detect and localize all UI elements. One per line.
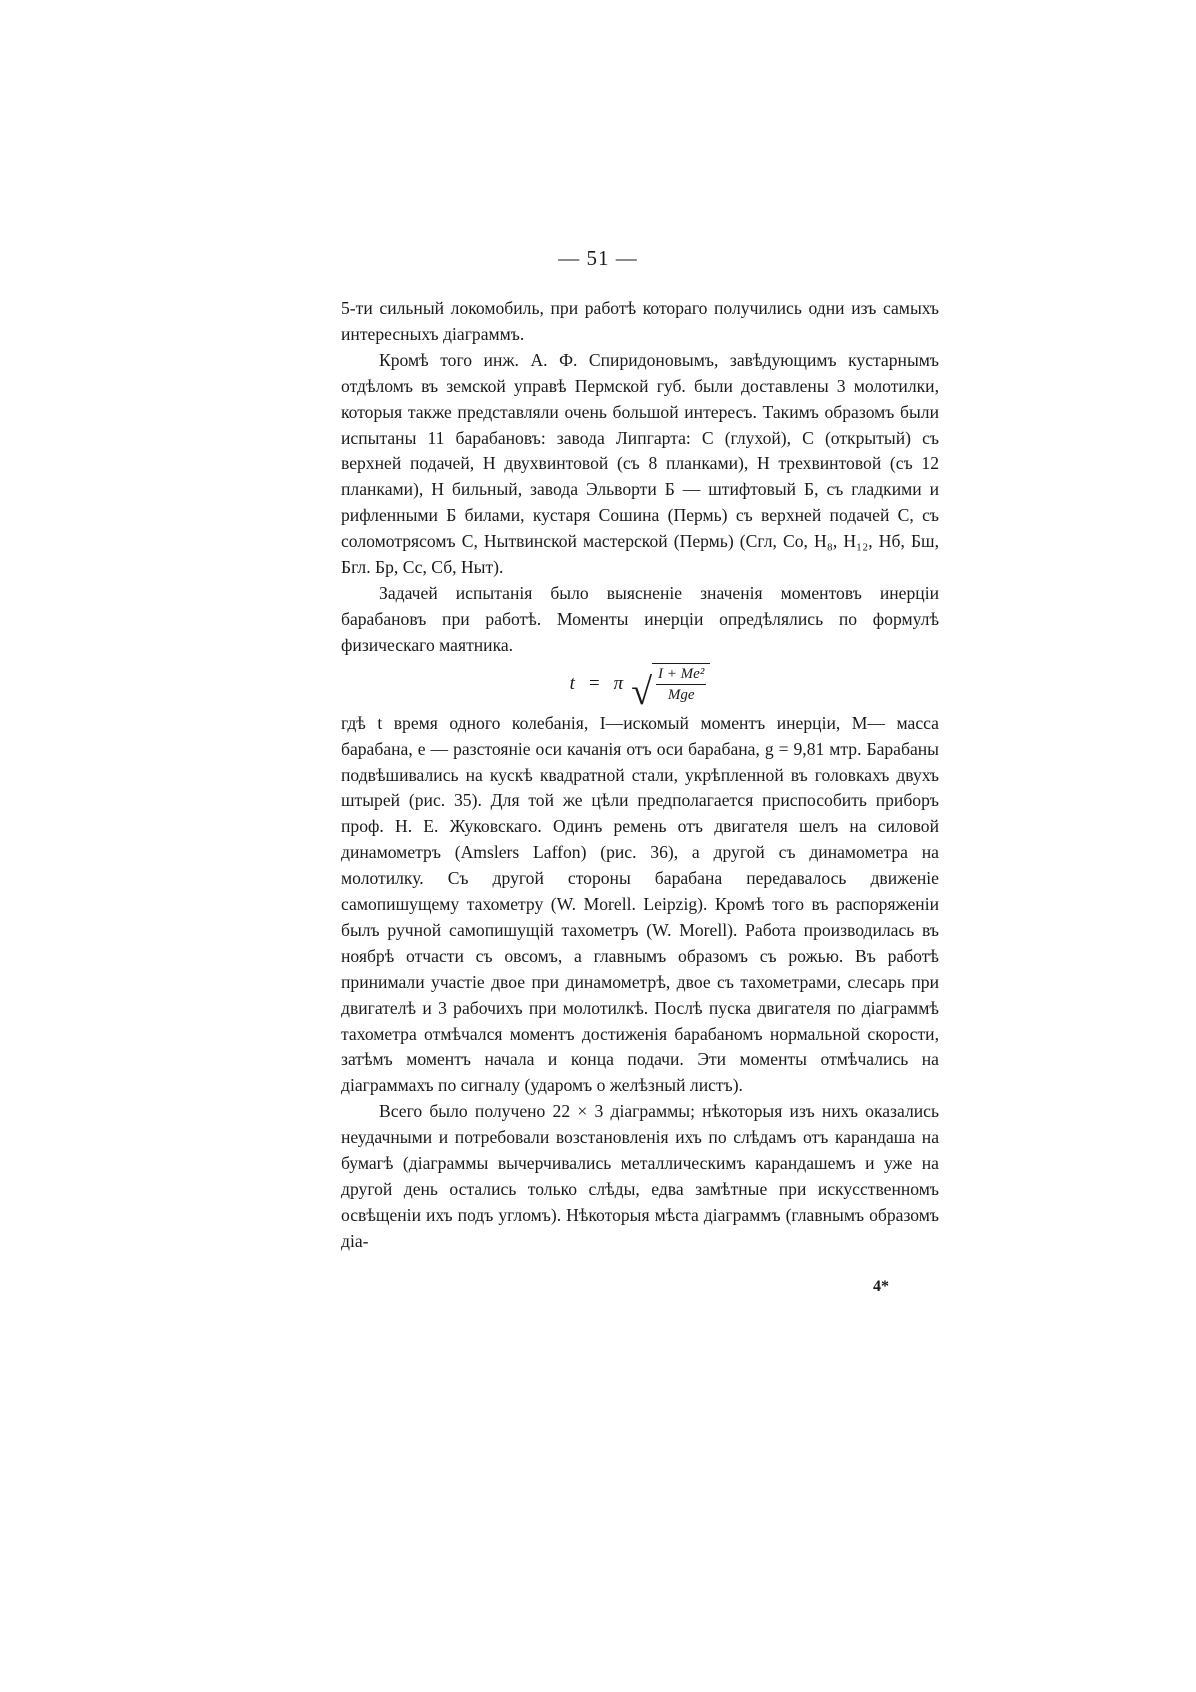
square-root bbox=[631, 663, 710, 713]
signature-mark: 4* bbox=[873, 1278, 889, 1295]
paragraph-1: 5-ти сильный локомобиль, при работѣ котораго получились одни изъ самыхъ интересныхъ діаграммъ. bbox=[341, 298, 939, 344]
paragraph-3: Задачей испытанія было выясненіе значенія моментовъ инерціи барабановъ при работѣ. Моменты инерціи опредѣлялись по формулѣ физическаго маятника. bbox=[341, 582, 939, 655]
paragraph-5: Всего было получено 22 × 3 діаграммы; нѣкоторыя изъ нихъ оказались неудачными и потребовали возстановленія ихъ по слѣдамъ отъ карандаша на бумагѣ (діаграммы вычерчивались металлическимъ карандашемъ и уже на другой день остались только слѣды, едва замѣтные при искусственномъ освѣщеніи ихъ подъ угломъ). Нѣкоторыя мѣста діаграммъ (главнымъ образомъ діа- bbox=[341, 1101, 939, 1251]
formula-fraction bbox=[652, 663, 710, 705]
formula-pi: π bbox=[613, 672, 624, 694]
paragraph-2: Кромѣ того инж. А. Ф. Спиридоновымъ, завѣдующимъ кустарнымъ отдѣломъ въ земской управѣ Пермской губ. были доставлены 3 молотилки, которыя также представляли очень большой интересъ. Такимъ образомъ были испытаны 11 барабановъ: завода Липгарта: С (глухой), С (открытый) съ верхней подачей, Н двухвинтовой (съ 8 планками), Н трехвинтовой (съ 12 планками), Н бильный, завода Эльворти Б — штифтовый Б, съ гладкими и рифленными Б билами, кустаря Сошина (Пермь) съ верхней подачей С, съ соломотрясомъ С, Нытвинской мастерской (Пермь) (Сгл, Со, H₈, H₁₂, Нб, Бш, Бгл. Бр, Сс, Сб, Ныт). bbox=[341, 349, 939, 578]
formula-equals: = bbox=[588, 672, 600, 694]
pendulum-formula bbox=[341, 659, 939, 713]
body-text bbox=[341, 296, 939, 1255]
paragraph-4: гдѣ t время одного колебанія, I—искомый моментъ инерціи, M— масса барабана, e — разстояніе оси качанія отъ оси барабана, g = 9,81 мтр. Барабаны подвѣшивались на кускѣ квадратной стали, укрѣпленной въ головкахъ двухъ штырей (рис. 35). Для той же цѣли предполагается приспособить приборъ проф. Н. Е. Жуковскаго. Одинъ ремень отъ двигателя шелъ на силовой динамометръ (Amslers Laffon) (рис. 36), а другой съ динамометра на молотилку. Съ другой стороны барабана передавалось движеніе самопишущему тахометру (W. Morell. Leipzig). Кромѣ того въ распоряженіи былъ ручной самопишущій тахометръ (W. Morell). Работа производилась въ ноябрѣ отчасти съ овсомъ, а главнымъ образомъ съ рожью. Въ работѣ принимали участіе двое при динамометрѣ, двое съ тахометрами, слесарь при двигателѣ и 3 рабочихъ при молотилкѣ. Послѣ пуска двигателя по діаграммѣ тахометра отмѣчался моментъ достиженія барабаномъ нормальной скорости, затѣмъ моментъ начала и конца подачи. Эти моменты отмѣчались на діаграммахъ по сигналу (ударомъ о желѣзный листъ). bbox=[341, 712, 939, 1096]
page-number: — 51 — bbox=[558, 246, 638, 270]
formula-numerator: I + Me² bbox=[656, 664, 706, 685]
formula-denominator: Mge bbox=[667, 686, 695, 703]
radical-sign-icon: √ bbox=[631, 670, 653, 713]
formula-lhs: t bbox=[569, 672, 575, 694]
